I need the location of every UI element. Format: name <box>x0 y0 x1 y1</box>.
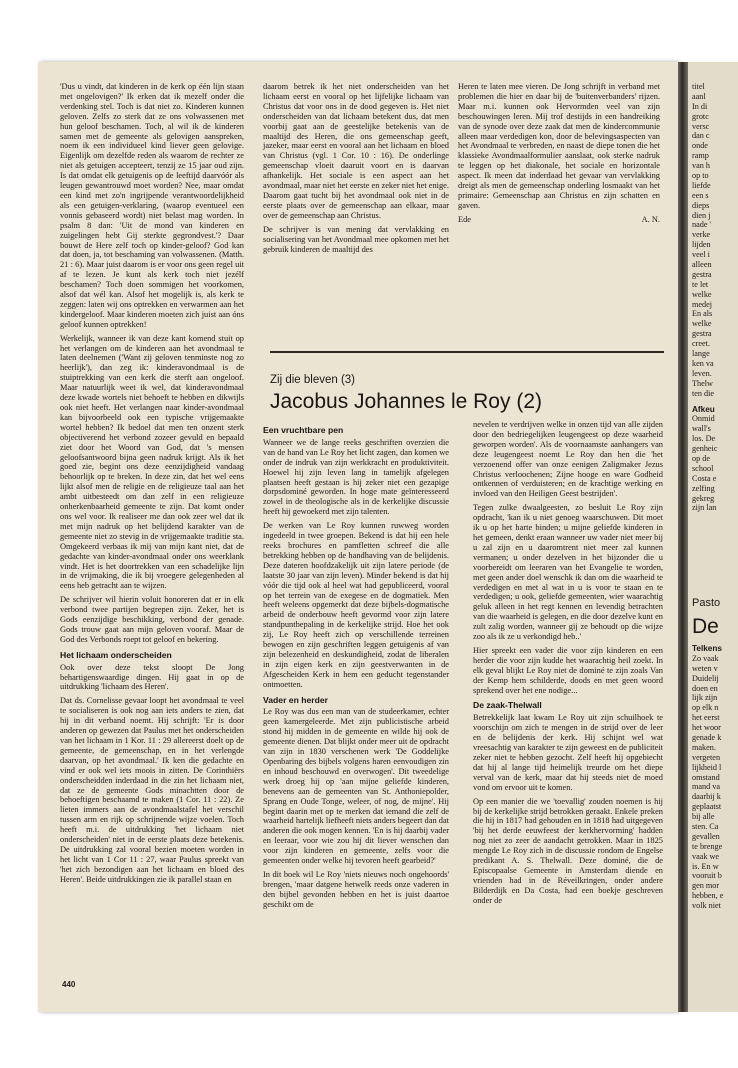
text-fragment: versc <box>692 121 710 131</box>
text-fragment: genade k <box>692 733 722 743</box>
text-fragment: leven. <box>692 368 712 378</box>
paragraph: Dat ds. Cornelisse gevaar loopt het avondmaal te veel te socialiseren is ook nog aan iets anders te zien, dat hij in dit verband noemt. Hij schrijft: 'Er is door anderen op gewezen dat Paulus met het onderscheiden van het lichaam in 1 Kor. 11 : 29 allereerst doelt op de gemeente, de gemeenschap, en in het verlengde daarvan, op het avondmaal.' Ik ken die gedachte en vind er ook wel iets moois in zitten. De Corinthiërs onderscheidden inderdaad in die zin het lichaam niet, dat ze de gemeente Gods minachtten door de behoeftigen beschaamd te maken (1 Cor. 11 : 22). Ze lieten immers aan de avondmaalstafel het verschil tussen arm en rijk op schrijnende wijze voelen. Toch heeft m.i. de uitdrukking 'het lichaam niet onderscheiden' niet in de eerste plaats deze betekenis. De uitdrukking zal vooral bezien moeten worden in het licht van 1 Cor 11 : 27, waar Paulus spreekt van 'het zich bezondigen aan het lichaam en bloed des Heren'. Beide uitdrukkingen zie ik parallel staan en <box>60 696 244 884</box>
column-3-top <box>458 82 660 225</box>
text-fragment: welke <box>692 319 712 329</box>
text-fragment: op to <box>692 171 709 181</box>
right-page-edge <box>688 62 738 1012</box>
text-fragment: vaak we <box>692 851 720 861</box>
text-fragment: te brenge <box>692 841 723 851</box>
section-heading: Een vruchtbare pen <box>263 425 344 435</box>
text-fragment: liefde <box>692 180 711 190</box>
text-fragment: omstand <box>692 772 720 782</box>
text-fragment: ramp <box>692 151 709 161</box>
text-fragment: zelfing <box>692 483 715 493</box>
text-fragment: een s <box>692 190 709 200</box>
text-fragment: ken va <box>692 358 714 368</box>
text-fragment: weten v <box>692 663 718 673</box>
text-fragment: lijk zijn <box>692 693 718 703</box>
text-fragment: daarbij k <box>692 792 721 802</box>
paragraph: Betrekkelijk laat kwam Le Roy uit zijn schuilhoek te voorschijn om zich te mengen in de strijd over de leer en de belijdenis der kerk. Hij schijnt wel wat vreesachtig van karakter te zijn geweest en de publiciteit zeker niet te hebben gezocht. Zelf heeft hij opgebiecht dat hij al lange tijd heimelijk treurde om het diepe verval van de kerk, maar dat hij steeds niet de moed vond om ervoor uit te komen. <box>473 713 663 792</box>
text-fragment: grotc <box>692 111 709 121</box>
column-2-top <box>263 82 449 258</box>
text-fragment: op elk n <box>692 703 719 713</box>
magazine-spread <box>38 62 738 1012</box>
text-fragment: doen en <box>692 683 718 693</box>
paragraph: De schrijver is van mening dat vervlakking en socialisering van het Avondmaal mee opkomen met het gebruik kinderen de maaltijd des <box>263 224 449 254</box>
section-heading: Het lichaam onderscheiden <box>60 649 172 660</box>
section-heading: De zaak-Thelwall <box>473 700 542 711</box>
text-fragment: los. De <box>692 434 716 444</box>
text-fragment: gekreg <box>692 493 715 503</box>
text-fragment: lijden <box>692 240 711 250</box>
article-column-2 <box>473 420 663 910</box>
text-fragment: Thelw <box>692 378 713 388</box>
text-fragment: dieps <box>692 200 710 210</box>
text-fragment: En als <box>692 309 713 319</box>
text-fragment: Duidelij <box>692 673 719 683</box>
next-page-heading: Afkeu <box>692 404 715 414</box>
text-fragment: vooruit b <box>692 871 722 881</box>
next-page-column <box>692 82 738 513</box>
text-fragment: genheic <box>692 444 718 454</box>
paragraph: Ook over deze tekst sloopt De Jong behartigenswaardige dingen. Hij gaat in op de uitdrukking 'lichaam des Heren'. <box>60 662 244 692</box>
text-fragment: maken. <box>692 742 716 752</box>
text-fragment: mand va <box>692 782 720 792</box>
text-fragment: nade ' <box>692 220 711 230</box>
text-fragment: bij alle <box>692 812 715 822</box>
text-fragment: van h <box>692 161 710 171</box>
text-fragment: verke <box>692 230 711 240</box>
divider-rule <box>270 351 664 353</box>
paragraph: Wanneer we de lange reeks geschriften overzien die van de hand van Le Roy het licht zagen, dan komen we onder de indruk van zijn werkkracht en produktiviteit. Hoewel hij zijn leven lang in tamelijk afgelegen plaatsen heeft gestaan is hij zeker niet een gezapige dorpsdominé geworden. In hoge mate geïnteresseerd zowel in de theologische als in de kerkelijke discussie heeft hij gewoekerd met zijn talenten. <box>263 437 449 517</box>
text-fragment: creet. <box>692 339 710 349</box>
next-page-heading: Telkens <box>692 644 722 653</box>
paragraph: De schrijver wil hierin voluit honoreren dat er in elk verbond twee partijen begrepen zijn. Zeker, het is Gods eenzijdige beschikking, verbond der genade. Gods trouw gaat aan mijn geloven vooraf. Maar de God des Verbonds roept tot geloof en bekering. <box>60 595 244 644</box>
left-page <box>38 62 678 1012</box>
paragraph: Werkelijk, wanneer ik van deze kant komend stuit op het verlangen om de kinderen aan het avondmaal te laten deelnemen ('Want zij geloven tenminste nog zo heerlijk'), dan zeg ik: kinderavondmaal is de stuiptrekking van een kerk die sterft aan ongeloof. Maar natuurlijk weet ik wel, dat kinderavondmaal deze kwade wortels niet behoeft te hebben en dikwijls ook niet heeft. Het verlangen naar kinder-avondmaal kan bijvoorbeeld ook een typische vrijgemaakte wortel hebben? Ik bedoel dat men ten onzent sterk objectiverend het verbond zozeer gevuld en bepaald ziet door het Woord van God, dat 's mensen geloofsantwoord bijna geen nadruk krijgt. Als ik het goed zie, begint ons deze eenzijdigheid vandaag behoorlijk op te breken. In deze zin, dat het wel eens lijkt alsof men de religie en de religieuze taal aan het ambt uitbesteedt om dan zelf in een religieuze onherkenbaarheid gemeente te zijn. Dat komt onder ons wel voor. Ik realiseer me dan ook zeer wel dat ik met mijn nadruk op het belijdend karakter van de gemeente niet zo stevig in de vrijgemaakte traditie sta. Omgekeerd verbaas ik mij van mijn kant niet, dat de gedachte van kinder-avondmaal onder ons weerklank vindt. Het is het doortrekken van een schadelijke lijn in de vrijmaking, die ik bij vroegere gelegenheden al eens heb getracht aan te wijzen. <box>60 333 244 591</box>
paragraph: De werken van Le Roy kunnen ruwweg worden ingedeeld in twee groepen. Bekend is dat hij een hele reeks brochures en pamfletten schreef die alle betrekking hebben op de handhaving van de belijdenis. Deze dateren hoofdzakelijk uit zijn latere periode (de laatste 30 jaar van zijn leven). Minder bekend is dat hij vóór die tijd ook al heel wat had gepubliceerd, vooral op het terrein van de exegese en de dogmatiek. Men heeft weleens opgemerkt dat deze bijbels-dogmatische arbeid de onderbouw heeft gevormd voor zijn latere standpuntbepaling in de kerkelijke strijd. Hoe het ook zij, Le Roy heeft zich op verschillende terreinen bewogen en zijn geschriften leggen getuigenis af van zijn belezenheid en deskundigheid, zodat de liberalen in zijn eigen kerk en zijn geestverwanten in de Afgescheiden Kerk in hem een geducht tegenstander ontmoetten. <box>263 521 449 689</box>
text-fragment: gevallen <box>692 831 720 841</box>
text-fragment: onde <box>692 141 708 151</box>
section-heading: Vader en herder <box>263 694 328 705</box>
text-fragment: is. En w <box>692 861 719 871</box>
text-fragment: alleen <box>692 260 712 270</box>
column-1 <box>60 82 244 889</box>
text-fragment: geplaatst <box>692 802 722 812</box>
text-fragment: gestra <box>692 269 712 279</box>
next-page-title: De <box>692 615 719 638</box>
paragraph: Heren te laten mee vieren. De Jong schrijft in verband met problemen die hier en daar bij de 'buitenverbanders' rijzen. Maar m.i. kunnen ook Hervormden veel van zijn beschouwingen leren. Mij trof destijds in een handreiking van de synode over deze zaak dat men de kindercommunie alleen maar verdedigen kon, door de belevingsaspecten van het Avondmaal te verbreden, en naast de diepe tonen die het klassieke Avondmaalformulier aanslaat, ook sterke nadruk te leggen op het diakonale, het sociale en horizontale aspect. Ik meen dat inderdaad het gevaar van vervlakking dreigt als men de gemeenschap onderling losmaakt van het primaire: Gemeenschap aan Christus en zijn schatten en gaven. <box>458 82 660 210</box>
text-fragment: lange <box>692 349 710 359</box>
paragraph: 'Dus u vindt, dat kinderen in de kerk op één lijn staan met ongelovigen?' Ik erken dat ik mezelf onder die verdenking stel. Toch is dat niet zo. Kinderen kunnen geloven. Zelfs zo sterk dat ze ons volwassenen met hun geloof beschamen. Toch, al wil ik de kinderen samen met de gemeente als gelovigen aanspreken, noem ik een individueel kind liever geen gelovige. Eigenlijk om dezelfde reden als waarom de rechter ze niet als getuigen accepteert, tenzij ze 15 jaar oud zijn. Is dat omdat elk getuigenis op de leeftijd daarvóór als leugen gewantrouwd moet worden? Nee, maar omdat een kind met zo'n ingrijpende verantwoordelijkheid als een getuigen-verklaring, (waarop eventueel een vonnis gebaseerd wordt) niet belast mag worden. In psalm 8 dan: 'Uit de mond van kinderen en zuigelingen hebt Gij sterkte gegrondvest.'? Daar bouwt de Here zelf toch op kinder-geloof? God kan dat doen, ja, tot beschaming van volwassenen. (Matth. 21 : 6). Maar juist daarom is er voor ons geen regel uit af te lezen. Je kunt als kerk toch niet jezélf beschamen? Toch doen sommigen het voorkomen, alsof dat wél kan. Alsof het mogelijk is, als kerk te zeggen: laten wij ons optrekken en verwarmen aan het kindergeloof. Maar kinderen moeten zich juist aan óns geloof kunnen optrekken! <box>60 82 244 329</box>
text-fragment: het woor <box>692 723 721 733</box>
article-title: Jacobus Johannes le Roy (2) <box>270 390 542 413</box>
text-fragment: Zo vaak <box>692 653 719 663</box>
paragraph: Tegen zulke dwaalgeesten, zo besluit Le Roy zijn opdracht, 'kan ik u niet genoeg waarschuwen. Dit moet ik u op het harte binden; u mijne geliefde kinderen in het gemeen, denkt eraan wanneer uw vader niet meer bij u zal zijn en u daaromtrent niet meer zal kunnen vermanen; u onder dezelven in het bijzonder die u voorbereidt om leeraren van het Evangelie te worden, met geen ander doel wenschk ik dan om die waarheid te verdedigen en met al wat in u is voor te staan en te verdedigen; u ook, geliefde gemeenten, wier waarachtig geluk alleen in het regt kennen en levendig betrachten van die waarheid is gelegen, en die door dezelve kunt en zult zalig worden, wanneer gij ze behoudt op die wijze zoo als ik ze u verkondigd heb..' <box>473 503 663 642</box>
signature-place: Ede <box>458 214 472 224</box>
text-fragment: In di <box>692 101 708 111</box>
paragraph: Op een manier die we 'toevallig' zouden noemen is hij bij de kerkelijke strijd betrokken geraakt. Enkele preken die hij in 1817 had gehouden en in 1818 had uitgegeven 'bij het derde eeuwfeest der kerkhervorming' hadden nog niet zo zeer de aandacht getrokken. Maar in 1825 mengde Le Roy zich in de discussie rondom de Engelse predikant A. S. Thelwall. Deze dominé, die de Episcopaalse Gemeente in Amsterdam diende en vrienden had in de Réveilkringen, onder andere Bilderdijk en Da Costa, had een boekje geschreven onder de <box>473 796 663 905</box>
text-fragment: dien j <box>692 210 711 220</box>
paragraph: nevelen te verdrijven welke in onzen tijd van alle zijden door den bedriegelijken leugengeest op deze waarheid geworpen worden'. Als de voornaamste aanhangers van deze leugengeest noemt Le Roy dan hen die 'het verzoenend offer van onze eenigen Zaligmaker Jezus Christus verloochenen; Zijne hooge en ware Godheid ontkennen of verduisteren; en de krachtige werking en invloed van den Heiligen Geest bestrijden'. <box>473 420 663 499</box>
text-fragment: op de <box>692 453 710 463</box>
text-fragment: het eerst <box>692 713 720 723</box>
text-fragment: titel <box>692 82 705 91</box>
text-fragment: lijkheid l <box>692 762 722 772</box>
text-fragment: zijn lan <box>692 503 717 513</box>
paragraph: In dit boek wil Le Roy 'niets nieuws noch ongehoords' brengen, 'maar datgene hetwelk reeds onze vaderen in den bijbel gevonden hebben en het is juist daartoe geschikt om de <box>263 869 449 909</box>
paragraph: daarom betrek ik het niet onderscheiden van het lichaam eerst en vooral op het lijfelijke lichaam van Christus dat voor ons in de dood gegeven is. Het niet onderscheiden van dat lichaam betekent dus, dat men voorbij gaat aan de geestelijke betekenis van de maaltijd des Heren, die ons gemeenschap geeft, jazeker, maar eerst en vooral aan het lichaam en bloed van Christus (vgl. 1 Cor. 10 : 16). De onderlinge gemeenschap vloeit daaruit voort en is daarvan afhankelijk. Het sociale is een aspect aan het avondmaal, maar niet het eerste en zeker niet het enige. Daarom gaat tucht bij het avondmaal ook niet in de eerste plaats over de gemeenschap aan elkaar, maar over de gemeenschap aan Christus. <box>263 82 449 220</box>
paragraph: Hier spreekt een vader die voor zijn kinderen en een herder die voor zijn kudde het waarachtig heil zoekt. In elk geval blijkt Le Roy niet de dominé te zijn zoals Van der Kemp hem schilderde, doods en met geen woord sprekend over het ene nodige... <box>473 645 663 695</box>
binding-gutter <box>678 62 688 1012</box>
text-fragment: volk niet <box>692 901 721 911</box>
text-fragment: sten. Ca <box>692 822 719 832</box>
text-fragment: wall's <box>692 424 711 434</box>
text-fragment: dan c <box>692 131 710 141</box>
text-fragment: medej <box>692 299 713 309</box>
signature-line <box>458 215 660 225</box>
text-fragment: gestra <box>692 329 712 339</box>
text-fragment: gen mor <box>692 881 720 891</box>
page-number: 440 <box>62 980 76 989</box>
article-kicker: Zij die bleven (3) <box>270 374 356 386</box>
next-page-kicker: Pasto <box>692 597 721 609</box>
text-fragment: hebben, e <box>692 891 724 901</box>
article-column-1 <box>263 420 449 914</box>
text-fragment: welke <box>692 289 712 299</box>
text-fragment: aanl <box>692 91 706 101</box>
text-fragment: veel i <box>692 250 710 260</box>
text-fragment: te let <box>692 279 709 289</box>
text-fragment: Onmid <box>692 414 715 424</box>
paragraph: Le Roy was dus een man van de studeerkamer, echter geen kamergeleerde. Met zijn publicistische arbeid stond hij midden in de gemeente en wilde hij ook de gemeente dienen. Dat blijkt onder meer uit de opdracht van zijn in 1830 verschenen werk 'De Goddelijke Openbaring des bijbels volgens haren eenvoudigen zin en inhoud beschouwd en overwogen'. Dit tweedelige werk droeg hij op 'aan mijne geliefde kinderen, benevens aan de gemeenten van St. Anthoniepolder, Sprang en Oude Tonge, weleer, of nog, de mijne'. Hij begint daarin met op te merken dat iemand die zelf de waarheid hartelijk liefheeft niets anders begeert dan dat anderen die ook mogen kennen. 'En is hij daarbij vader en leeraar, voor wie zou hij dit liever wenschen dan voor zijn kinderen en gemeente, zelfs voor die gemeenten onder welke hij tevoren heeft gearbeid?' <box>263 707 449 866</box>
text-fragment: ten die <box>692 388 715 398</box>
text-fragment: school <box>692 463 714 473</box>
next-page-column-2 <box>692 644 738 911</box>
text-fragment: vergeten <box>692 752 721 762</box>
signature-author: A. N. <box>641 214 660 224</box>
text-fragment: Costa e <box>692 473 717 483</box>
